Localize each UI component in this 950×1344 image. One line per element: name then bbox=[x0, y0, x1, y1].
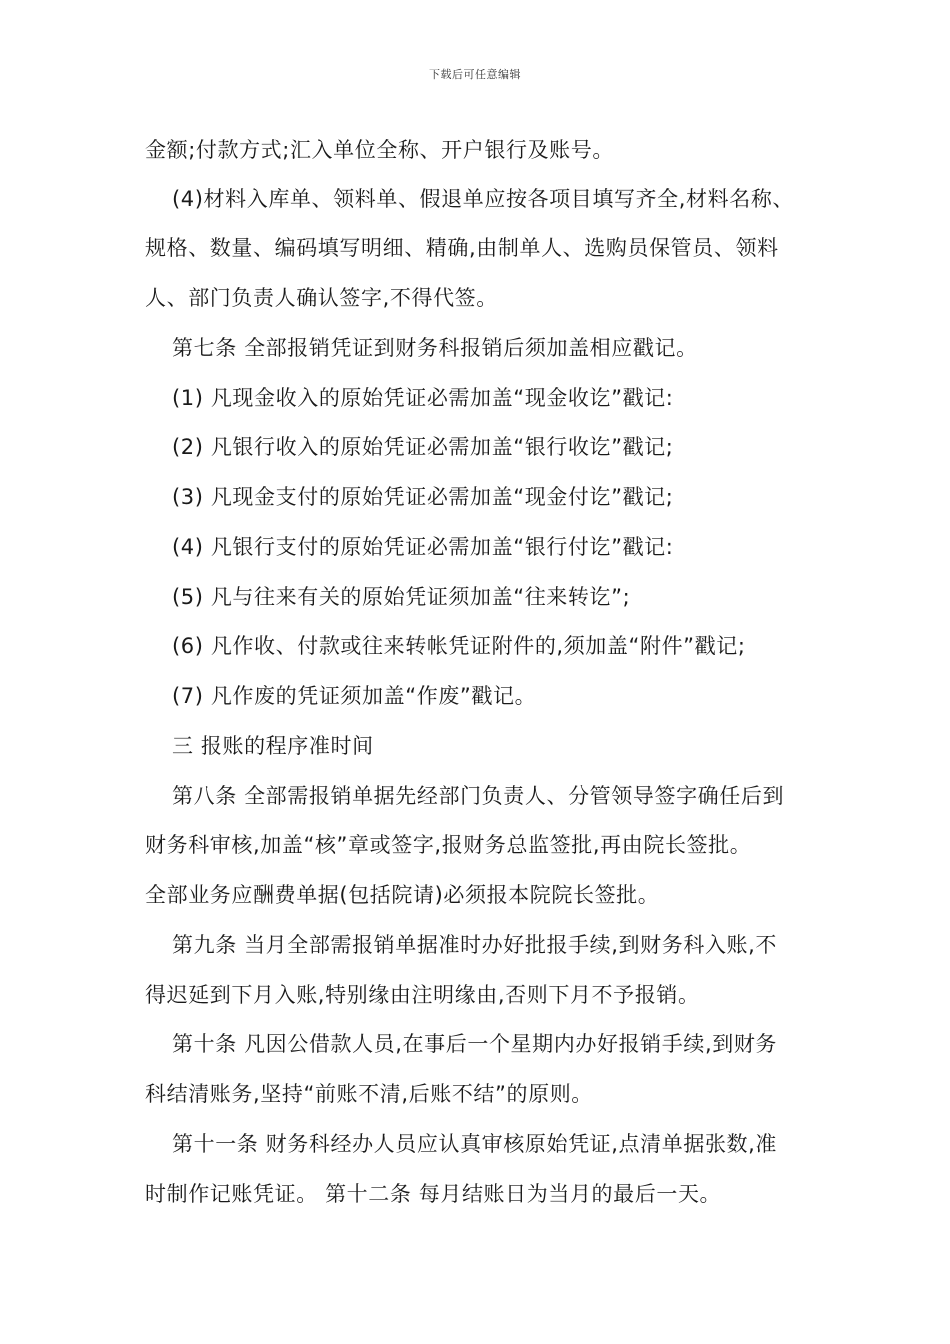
paragraph-line: 科结清账务,坚持“前账不清,后账不结”的原则。 bbox=[145, 1082, 593, 1106]
list-item: (5) 凡与往来有关的原始凭证须加盖“往来转讫”; bbox=[172, 585, 631, 609]
paragraph-line: 第十条 凡因公借款人员,在事后一个星期内办好报销手续,到财务 bbox=[172, 1032, 778, 1056]
paragraph-line: 第七条 全部报销凭证到财务科报销后须加盖相应戳记。 bbox=[172, 336, 698, 360]
list-item: (7) 凡作废的凭证须加盖“作废”戳记。 bbox=[172, 684, 537, 708]
list-item: (4) 凡银行支付的原始凭证必需加盖“银行付讫”戳记: bbox=[172, 535, 674, 559]
paragraph-line: 第八条 全部需报销单据先经部门负责人、分管领导签字确任后到 bbox=[172, 784, 785, 808]
paragraph-line: 全部业务应酬费单据(包括院请)必须报本院院长签批。 bbox=[145, 883, 660, 907]
list-item: (3) 凡现金支付的原始凭证必需加盖“现金付讫”戳记; bbox=[172, 485, 674, 509]
paragraph-line: 第九条 当月全部需报销单据准时办好批报手续,到财务科入账,不 bbox=[172, 933, 778, 957]
paragraph-line: (4)材料入库单、领料单、假退单应按各项目填写齐全,材料名称、 bbox=[172, 187, 795, 211]
paragraph-line: 规格、数量、编码填写明细、精确,由制单人、选购员保管员、领料 bbox=[145, 236, 779, 260]
list-item: (2) 凡银行收入的原始凭证必需加盖“银行收讫”戳记; bbox=[172, 435, 674, 459]
section-heading: 三 报账的程序准时间 bbox=[172, 734, 374, 758]
list-item: (1) 凡现金收入的原始凭证必需加盖“现金收讫”戳记: bbox=[172, 386, 674, 410]
paragraph-line: 时制作记账凭证。 第十二条 每月结账日为当月的最后一天。 bbox=[145, 1182, 722, 1206]
paragraph-line: 第十一条 财务科经办人员应认真审核原始凭证,点清单据张数,准 bbox=[172, 1132, 778, 1156]
paragraph-line: 金额;付款方式;汇入单位全称、开户银行及账号。 bbox=[145, 138, 614, 162]
paragraph-line: 财务科审核,加盖“核”章或签字,报财务总监签批,再由院长签批。 bbox=[145, 833, 752, 857]
header-note: 下载后可任意编辑 bbox=[429, 68, 521, 81]
paragraph-line: 得迟延到下月入账,特别缘由注明缘由,否则下月不予报销。 bbox=[145, 983, 700, 1007]
paragraph-line: 人、部门负责人确认签字,不得代签。 bbox=[145, 286, 498, 310]
list-item: (6) 凡作收、付款或往来转帐凭证附件的,须加盖“附件”戳记; bbox=[172, 634, 746, 658]
